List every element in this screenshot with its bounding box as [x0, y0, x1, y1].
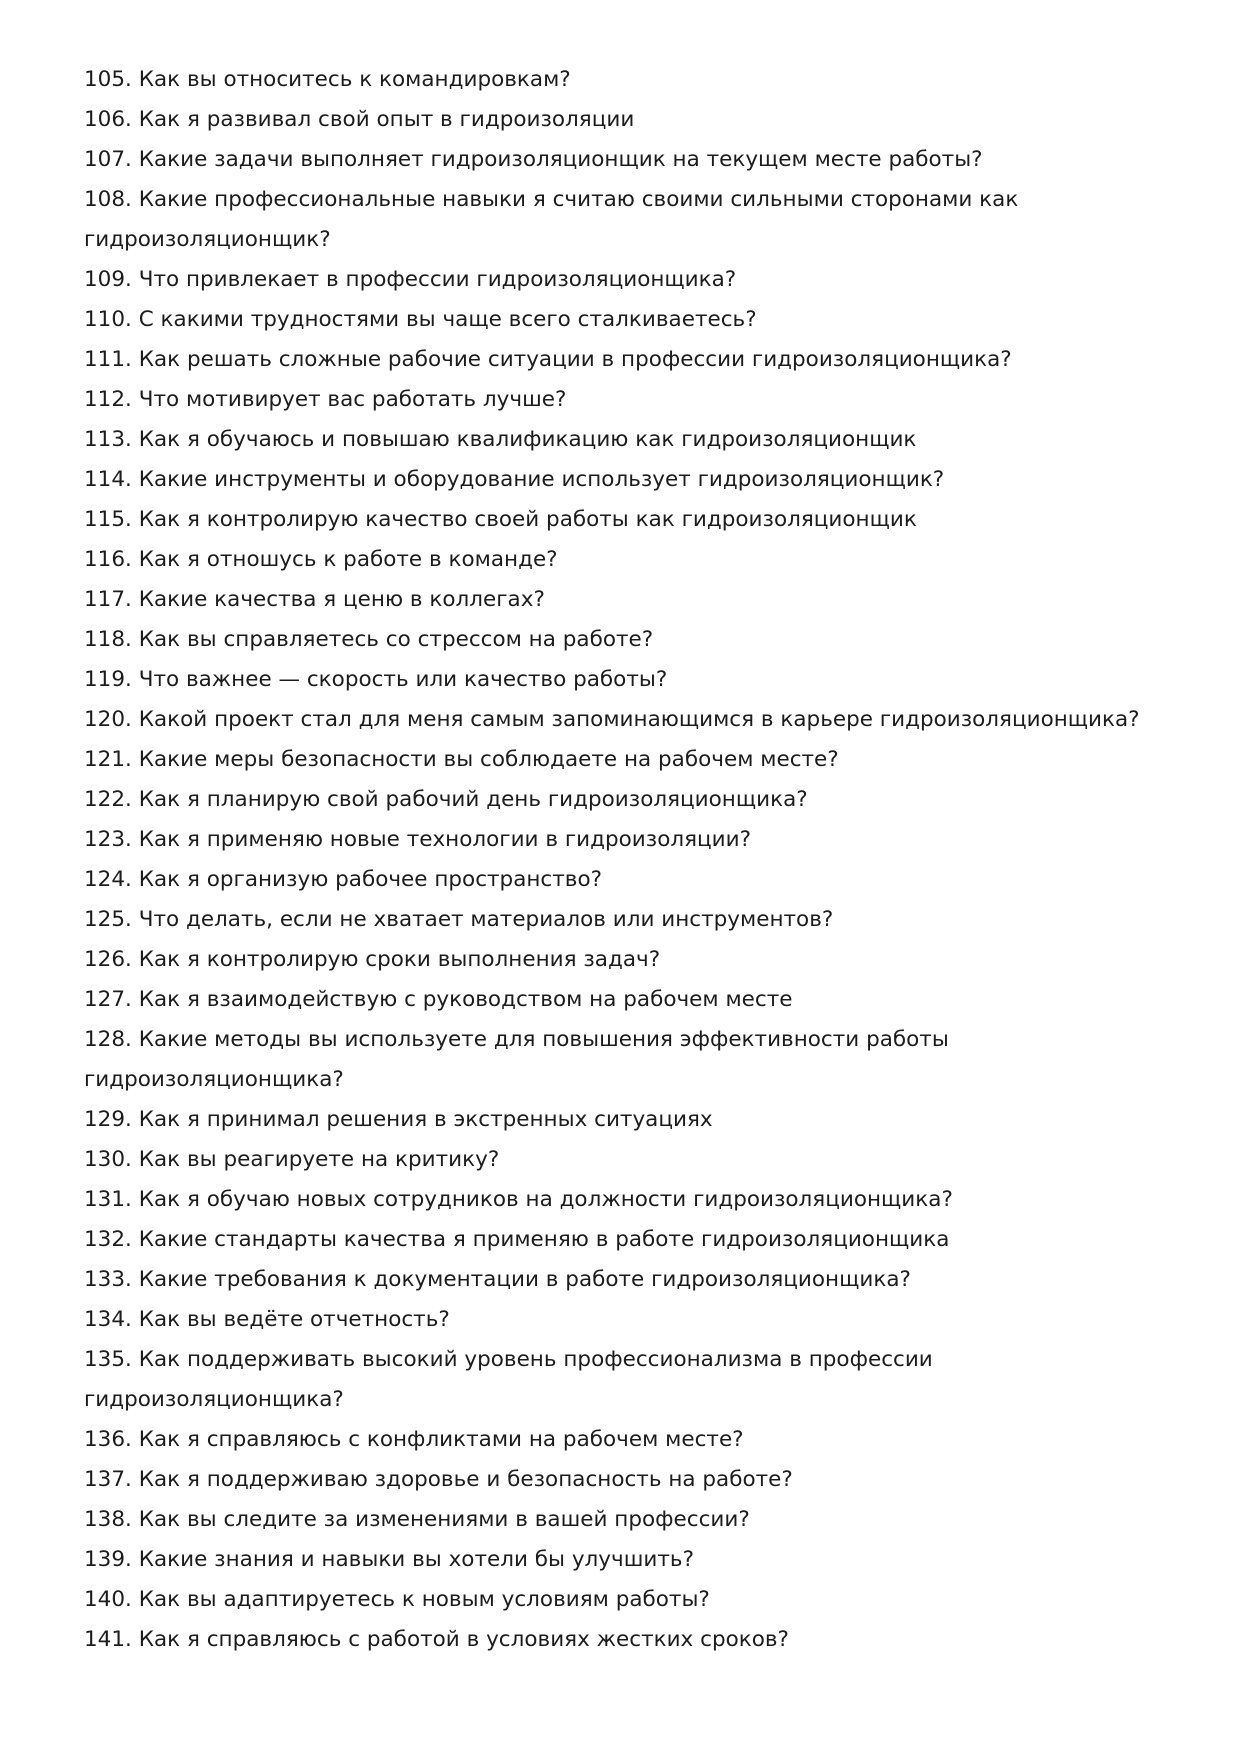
- question-item: 126. Как я контролирую сроки выполнения задач?: [84, 947, 661, 972]
- question-item: 141. Как я справляюсь с работой в условиях жестких сроков?: [84, 1627, 789, 1652]
- question-item: 139. Какие знания и навыки вы хотели бы улучшить?: [84, 1547, 694, 1572]
- question-item: 134. Как вы ведёте отчетность?: [84, 1307, 450, 1332]
- question-item: 109. Что привлекает в профессии гидроизоляционщика?: [84, 267, 737, 292]
- question-item: 123. Как я применяю новые технологии в гидроизоляции?: [84, 827, 752, 852]
- question-item: 115. Как я контролирую качество своей работы как гидроизоляционщик: [84, 507, 917, 532]
- question-item: 132. Какие стандарты качества я применяю в работе гидроизоляционщика: [84, 1227, 950, 1252]
- question-item: 137. Как я поддерживаю здоровье и безопасность на работе?: [84, 1467, 793, 1492]
- question-item: 118. Как вы справляетесь со стрессом на работе?: [84, 627, 654, 652]
- question-item: 112. Что мотивирует вас работать лучше?: [84, 387, 567, 412]
- question-item: 110. С какими трудностями вы чаще всего сталкиваетесь?: [84, 307, 757, 332]
- question-item: 119. Что важнее — скорость или качество работы?: [84, 667, 668, 692]
- question-item: 127. Как я взаимодействую с руководством на рабочем месте: [84, 987, 793, 1012]
- question-item: 131. Как я обучаю новых сотрудников на должности гидроизоляционщика?: [84, 1187, 953, 1212]
- question-item: 114. Какие инструменты и оборудование использует гидроизоляционщик?: [84, 467, 945, 492]
- question-item: 130. Как вы реагируете на критику?: [84, 1147, 500, 1172]
- question-item: 122. Как я планирую свой рабочий день гидроизоляционщика?: [84, 787, 808, 812]
- question-item: 135. Как поддерживать высокий уровень профессионализма в профессии гидроизоляционщика?: [84, 1347, 933, 1412]
- question-item: 133. Какие требования к документации в работе гидроизоляционщика?: [84, 1267, 911, 1292]
- question-item: 108. Какие профессиональные навыки я считаю своими сильными сторонами как гидроизоляционщик?: [84, 187, 1019, 252]
- question-item: 121. Какие меры безопасности вы соблюдаете на рабочем месте?: [84, 747, 839, 772]
- question-item: 107. Какие задачи выполняет гидроизоляционщик на текущем месте работы?: [84, 147, 983, 172]
- document-page: [84, 60, 1184, 1660]
- question-item: 113. Как я обучаюсь и повышаю квалификацию как гидроизоляционщик: [84, 427, 917, 452]
- question-item: 120. Какой проект стал для меня самым запоминающимся в карьере гидроизоляционщика?: [84, 707, 1140, 732]
- question-item: 124. Как я организую рабочее пространство?: [84, 867, 603, 892]
- question-item: 136. Как я справляюсь с конфликтами на рабочем месте?: [84, 1427, 744, 1452]
- question-list: [84, 60, 1184, 1660]
- question-item: 129. Как я принимал решения в экстренных ситуациях: [84, 1107, 713, 1132]
- question-item: 138. Как вы следите за изменениями в вашей профессии?: [84, 1507, 750, 1532]
- question-item: 128. Какие методы вы используете для повышения эффективности работы гидроизоляционщика?: [84, 1027, 949, 1092]
- question-item: 111. Как решать сложные рабочие ситуации в профессии гидроизоляционщика?: [84, 347, 1012, 372]
- question-item: 125. Что делать, если не хватает материалов или инструментов?: [84, 907, 834, 932]
- question-item: 106. Как я развивал свой опыт в гидроизоляции: [84, 107, 635, 132]
- question-item: 116. Как я отношусь к работе в команде?: [84, 547, 558, 572]
- question-item: 105. Как вы относитесь к командировкам?: [84, 67, 571, 92]
- question-item: 140. Как вы адаптируетесь к новым условиям работы?: [84, 1587, 710, 1612]
- question-item: 117. Какие качества я ценю в коллегах?: [84, 587, 545, 612]
